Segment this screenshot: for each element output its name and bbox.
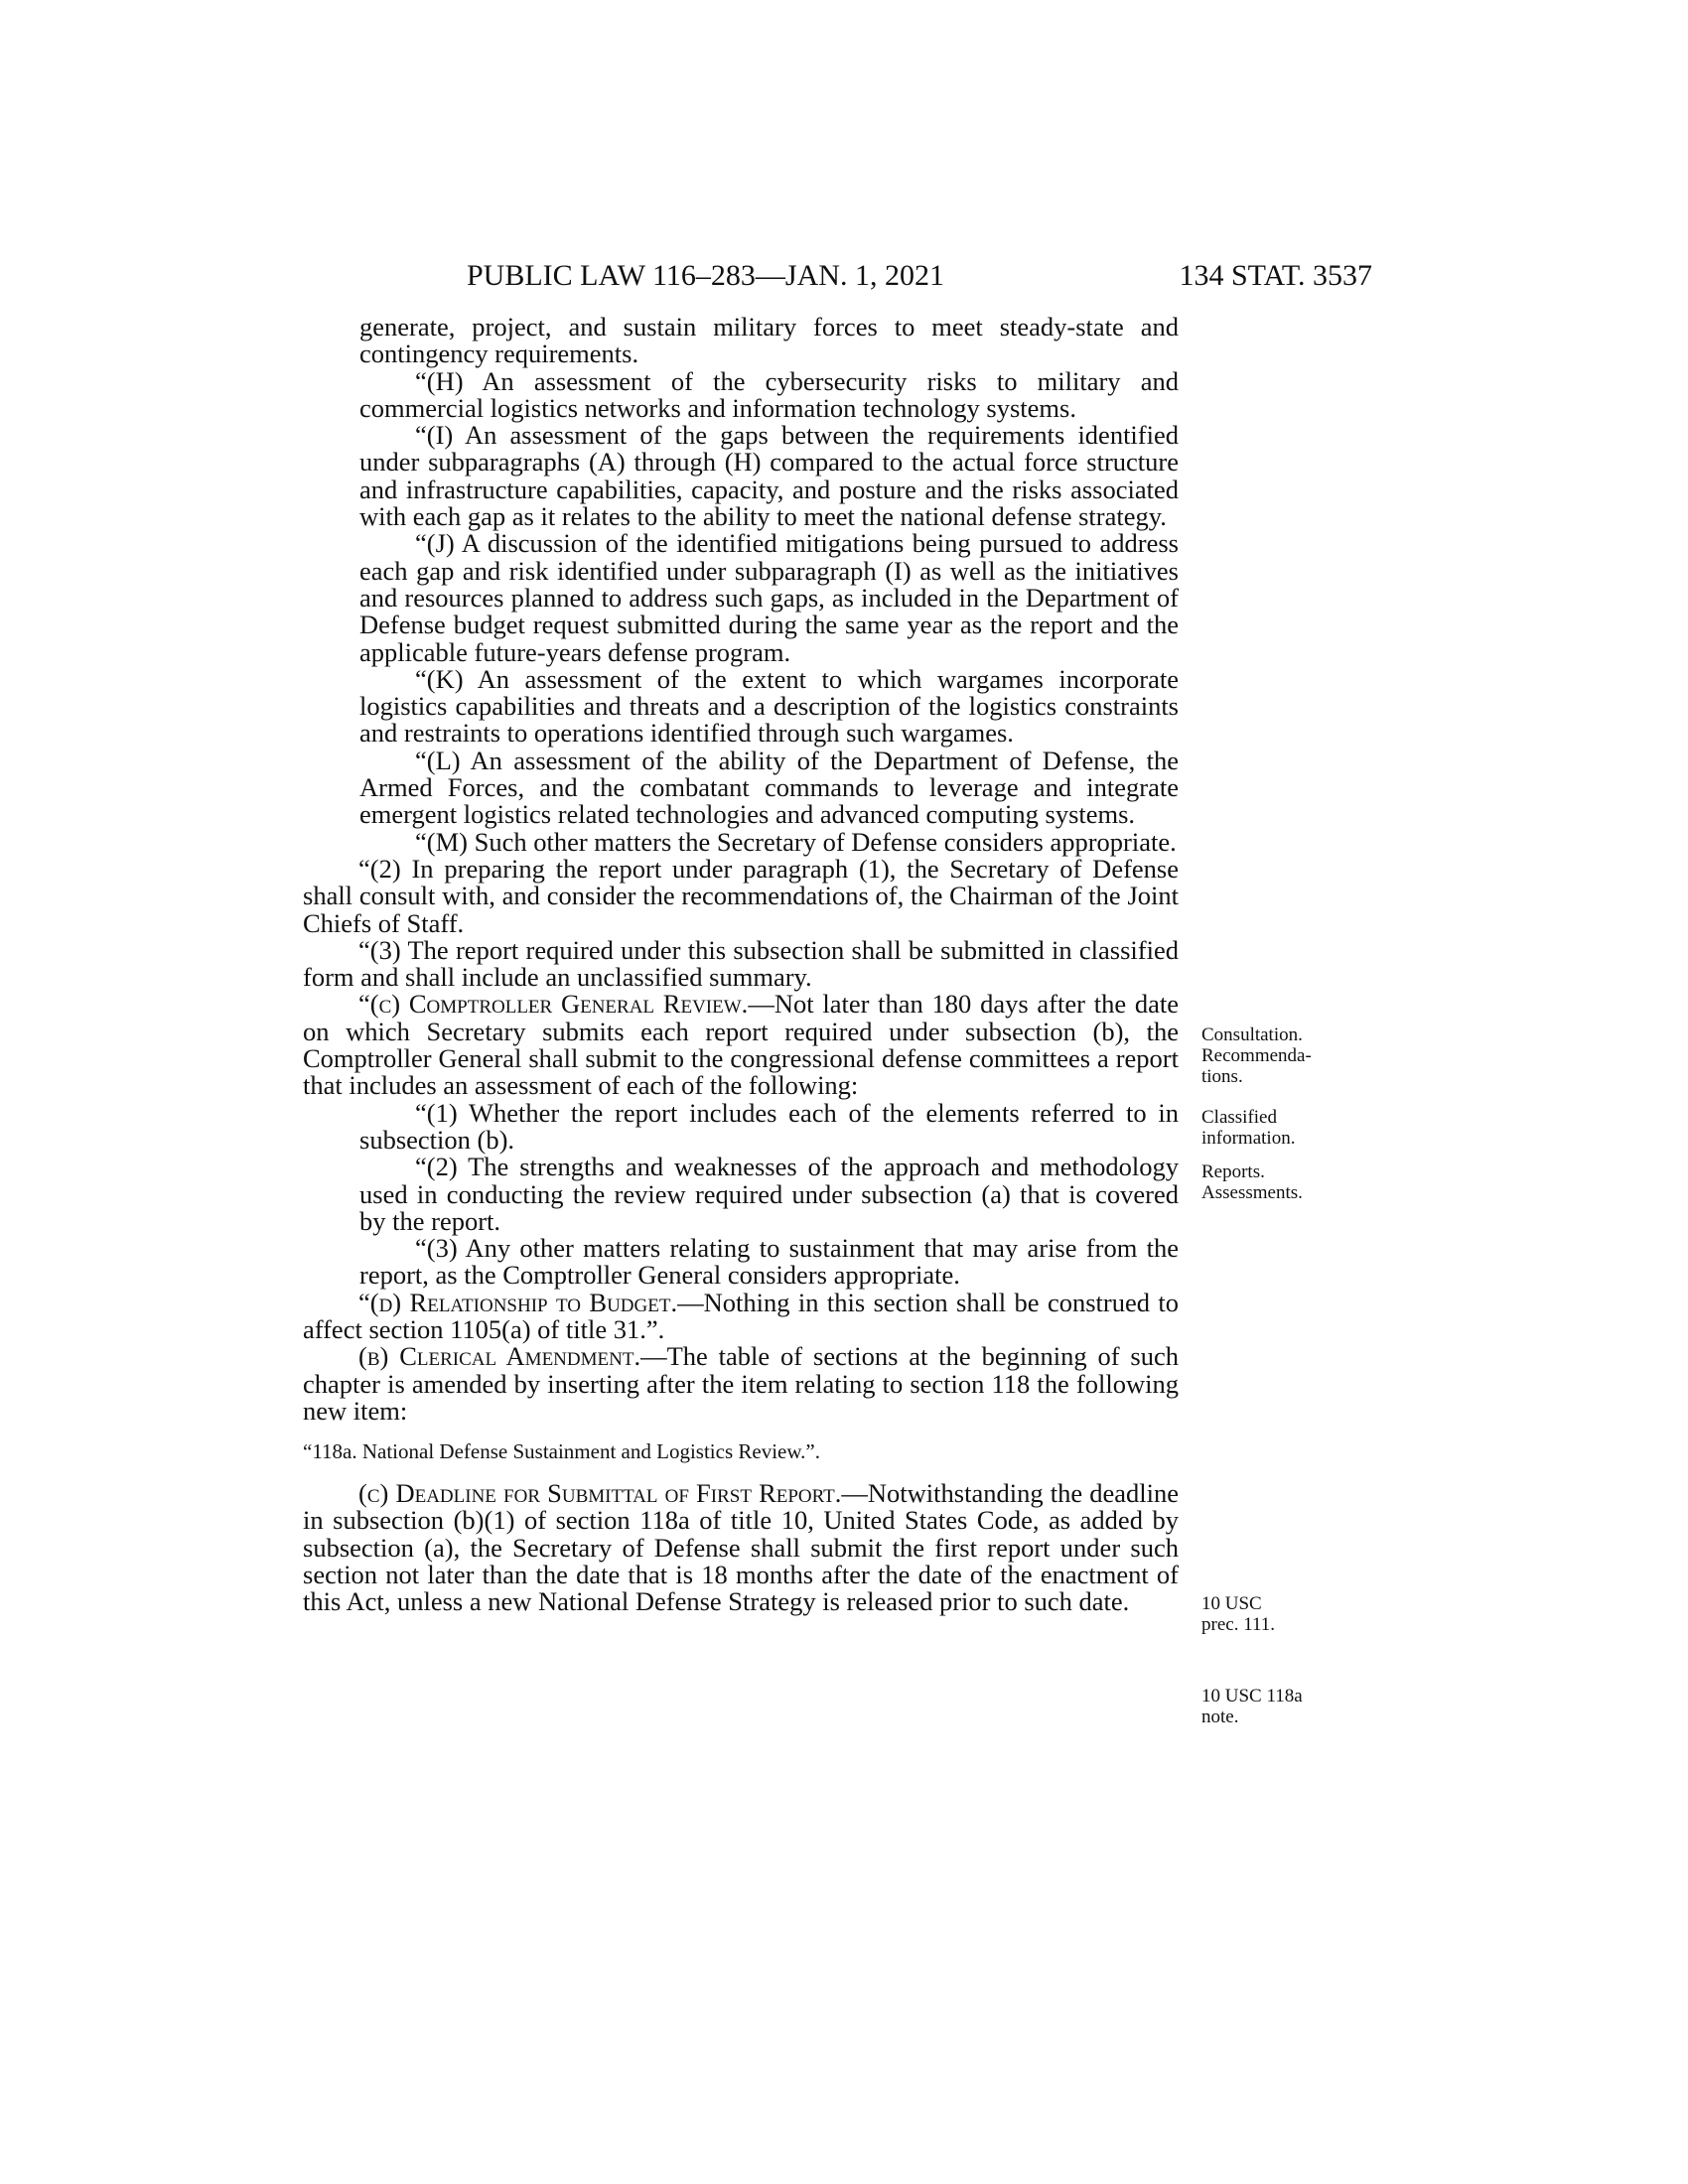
- deadline-first-report-text: —Notwithstanding the deadline in subsection (b)(1) of section 118a of title 10, United States Code, as added by subsection (a), the Secretary of Defense shall submit the first report under such section not later than the date that is 18 months after the date of the enactment of this Act, unless a new National Defense Strategy is released prior to such date.: [303, 1478, 1179, 1617]
- subparagraph-m: “(M) Such other matters the Secretary of Defense considers appropriate.: [415, 826, 1177, 857]
- public-law-title: PUBLIC LAW 116–283—JAN. 1, 2021: [467, 259, 944, 292]
- subsection-d: [303, 1287, 1179, 1344]
- paragraph-3: “(3) The report required under this subsection shall be submitted in classified form and shall include an unclassified summary.: [303, 934, 1179, 993]
- subsection-d-text: —Nothing in this section shall be construed to affect section 1105(a) of title 31.”.: [303, 1287, 1179, 1344]
- margin-note-reports: Reports. Assessments.: [1201, 1161, 1303, 1203]
- subsection-c-item-2: “(2) The strengths and weaknesses of the approach and methodology used in conducting the review required under subsection (a) that is covered by the report.: [359, 1152, 1179, 1236]
- subparagraph-i: “(I) An assessment of the gaps between the requirements identified under subparagraphs (A) through (H) compared to the actual force structure and infrastructure capabilities, capacity, and posture and the risks associated with each gap as it relates to the ability to meet the national defense strategy.: [359, 420, 1179, 532]
- subsection-c-item-3: “(3) Any other matters relating to sustainment that may arise from the report, as the Comptroller General considers appropriate.: [359, 1233, 1179, 1291]
- paragraph-2: “(2) In preparing the report under paragraph (1), the Secretary of Defense shall consult with, and consider the recommendations of, the Chairman of the Joint Chiefs of Staff.: [303, 853, 1179, 938]
- deadline-first-report: [303, 1480, 1179, 1615]
- table-of-sections-item: “118a. National Defense Sustainment and Logistics Review.”.: [303, 1439, 820, 1464]
- subparagraph-k: “(K) An assessment of the extent to which wargames incorporate logistics capabilities and threats and a description of the logistics constraints and restraints to operations identified through such wargames.: [359, 663, 1179, 749]
- subsection-c-heading: “(c) Comptroller General Review.: [358, 989, 749, 1020]
- margin-note-consultation: Consultation. Recommenda- tions.: [1201, 1024, 1312, 1087]
- statute-page-number: 134 STAT. 3537: [1179, 259, 1372, 292]
- clerical-amendment-heading: (b) Clerical Amendment.: [358, 1341, 641, 1372]
- paragraph-continuation: generate, project, and sustain military forces to meet steady-state and contingency requirements.: [359, 312, 1179, 369]
- document-body: [303, 314, 1179, 1616]
- subparagraph-j: “(J) A discussion of the identified mitigations being pursued to address each gap and risk identified under subparagraph (I) as well as the initiatives and resources planned to address such gaps, as included in the Department of Defense budget request submitted during the same year as the report and the applicable future-years defense program.: [359, 528, 1179, 667]
- margin-note-classified: Classified information.: [1201, 1107, 1296, 1149]
- margin-note-usc-prec: 10 USC prec. 111.: [1201, 1593, 1276, 1635]
- deadline-first-report-heading: (c) Deadline for Submittal of First Report.: [358, 1478, 842, 1509]
- margin-note-usc-118a: 10 USC 118a note.: [1201, 1686, 1303, 1727]
- subsection-d-heading: “(d) Relationship to Budget.: [358, 1287, 678, 1317]
- subsection-c: [303, 991, 1179, 1099]
- subparagraph-l: “(L) An assessment of the ability of the Department of Defense, the Armed Forces, and the combatant commands to leverage and integrate emergent logistics related technologies and advanced computing systems.: [359, 745, 1179, 830]
- page-header: [467, 256, 1372, 296]
- subsection-c-text: —Not later than 180 days after the date on which Secretary submits each report required under subsection (b), the Comptroller General shall submit to the congressional defense committees a report that includes an assessment of each of the following:: [303, 989, 1180, 1101]
- subsection-c-item-1: “(1) Whether the report includes each of the elements referred to in subsection (b).: [359, 1097, 1179, 1155]
- clerical-amendment-text: —The table of sections at the beginning of such chapter is amended by inserting after the item relating to section 118 the following new item:: [303, 1341, 1179, 1426]
- clerical-amendment: [303, 1343, 1179, 1425]
- subparagraph-h: “(H) An assessment of the cybersecurity risks to military and commercial logistics networks and information technology systems.: [359, 365, 1179, 423]
